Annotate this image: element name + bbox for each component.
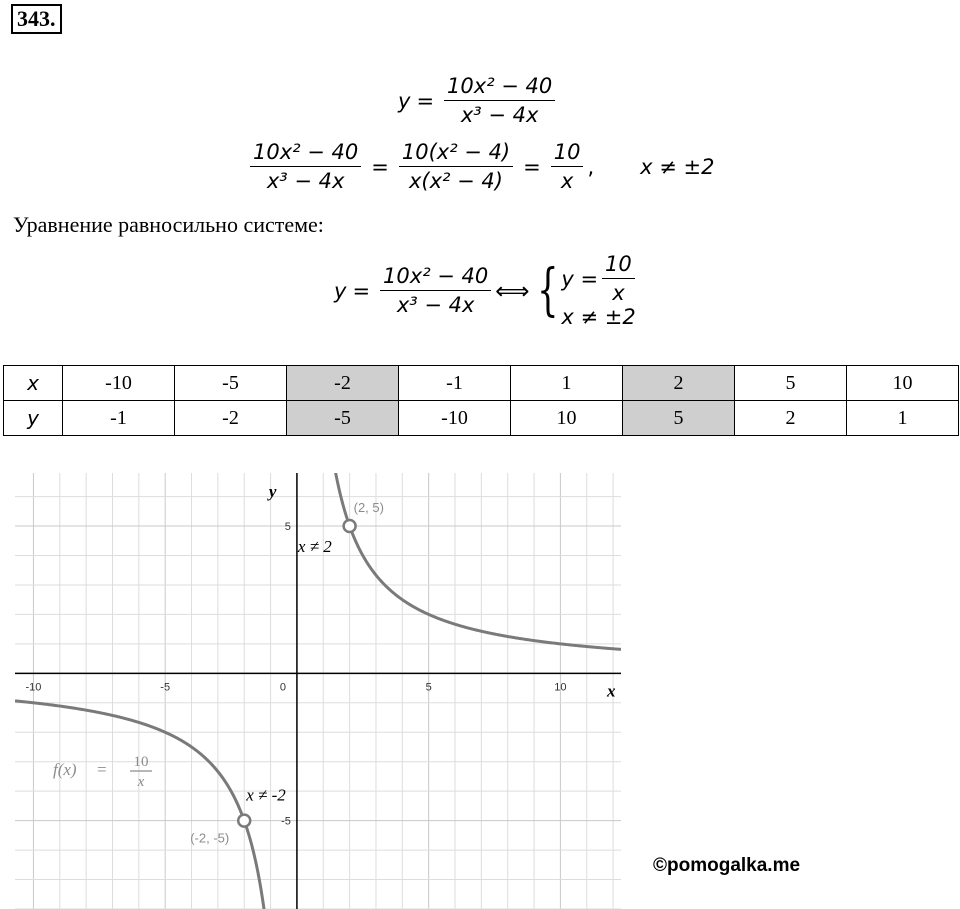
excluded-point-marker [238, 815, 250, 827]
problem-number: 343. [11, 4, 62, 34]
eq2-equals-a: = [371, 154, 389, 179]
eq3-equals: = [352, 278, 371, 303]
eq2-f3-numerator: 10 [551, 140, 584, 167]
excluded-point-note: x ≠ -2 [246, 785, 286, 805]
copyright-text: ©pomogalka.me [653, 855, 801, 876]
function-label-equals: = [97, 760, 107, 779]
table-cell: -1 [63, 401, 175, 436]
x-tick-label: 5 [425, 681, 432, 694]
table-cell: 1 [847, 401, 959, 436]
eq1-lhs: y [398, 88, 411, 113]
equation-2 [246, 140, 715, 193]
table-cell: 2 [735, 401, 847, 436]
table-cell: 1 [511, 366, 623, 401]
table-cell: -10 [399, 401, 511, 436]
eq2-fraction-3 [551, 140, 584, 193]
eq3-denominator: x³ − 4x [396, 293, 475, 317]
eq1-denominator: x³ − 4x [460, 103, 539, 127]
eq1-fraction [444, 74, 555, 127]
system-brace: { [536, 257, 559, 323]
function-label-denominator: x [137, 774, 145, 790]
table-row-y [4, 401, 959, 436]
table-cell-highlighted: 5 [623, 401, 735, 436]
eq3-numerator: 10x² − 40 [380, 264, 491, 291]
system-condition: x ≠ ±2 [561, 305, 636, 329]
eq2-f1-numerator: 10x² − 40 [250, 140, 361, 167]
table-cell-highlighted: -2 [287, 366, 399, 401]
system-fraction [602, 252, 635, 305]
function-label-numerator: 10 [133, 754, 149, 770]
system-body [561, 252, 638, 329]
system-denominator: x [612, 281, 625, 305]
excluded-point-label: (-2, -5) [190, 830, 230, 846]
eq2-f3-denominator: x [560, 169, 574, 193]
eq2-fraction-2 [399, 140, 513, 193]
y-tick-label: -5 [281, 815, 291, 828]
eq1-numerator: 10x² − 40 [444, 74, 555, 101]
table-cell: -1 [399, 366, 511, 401]
table-cell: 10 [847, 366, 959, 401]
x-tick-label: 0 [279, 681, 286, 694]
equation-3 [334, 252, 639, 329]
table-row-x [4, 366, 959, 401]
table-cell-highlighted: 2 [623, 366, 735, 401]
function-graph [15, 473, 621, 909]
table-cell: -2 [175, 401, 287, 436]
eq2-condition: x ≠ ±2 [640, 154, 715, 179]
excluded-point-marker [344, 520, 356, 532]
eq2-f2-denominator: x(x² − 4) [409, 169, 503, 193]
system-numerator: 10 [602, 252, 635, 279]
table-cell-highlighted: -5 [287, 401, 399, 436]
y-axis-label: y [268, 482, 277, 501]
eq3-fraction [380, 264, 491, 317]
eq2-f2-numerator: 10(x² − 4) [399, 140, 513, 167]
eq2-fraction-1 [250, 140, 361, 193]
eq1-equals: = [416, 88, 435, 113]
function-label-lhs: f(x) [53, 760, 77, 779]
excluded-point-note: x ≠ 2 [297, 537, 332, 557]
system-line-1 [561, 252, 638, 305]
equation-1 [398, 74, 559, 127]
eq2-f1-denominator: x³ − 4x [266, 169, 345, 193]
table-cell: 5 [735, 366, 847, 401]
x-tick-label: -10 [25, 681, 42, 694]
table-cell: -10 [63, 366, 175, 401]
equivalence-symbol: ⟺ [495, 276, 530, 305]
x-tick-label: -5 [160, 681, 171, 694]
table-cell: -5 [175, 366, 287, 401]
table-header-y: y [4, 401, 63, 436]
eq2-comma: , [587, 154, 595, 179]
eq2-equals-b: = [523, 154, 541, 179]
x-tick-label: 10 [554, 681, 567, 694]
table-header-x: x [4, 366, 63, 401]
table-cell: 10 [511, 401, 623, 436]
values-table [3, 365, 959, 436]
eq3-lhs: y [334, 278, 347, 303]
system-y: y = [561, 266, 599, 291]
y-tick-label: 5 [284, 521, 291, 534]
x-axis-label: x [607, 681, 616, 701]
excluded-point-label: (2, 5) [353, 500, 384, 516]
system-intro-text: Уравнение равносильно системе: [13, 212, 324, 237]
